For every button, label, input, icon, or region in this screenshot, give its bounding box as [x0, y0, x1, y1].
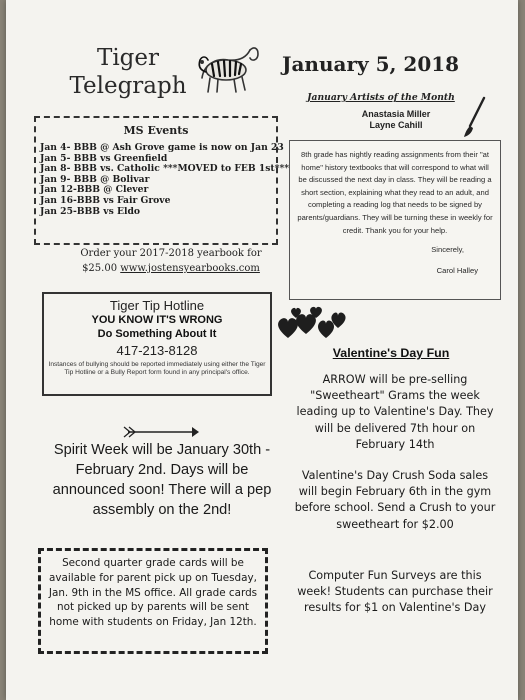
- valentines-paragraph-3: Computer Fun Surveys are this week! Students can purchase their results for $1 on Valentine's Day: [297, 569, 493, 615]
- title-line-1: Tiger: [96, 45, 160, 71]
- event-item: Jan 5- BBB vs Greenfield: [40, 152, 168, 164]
- hearts-icon: [276, 304, 350, 344]
- event-item: Jan 25-BBB vs Eldo: [40, 205, 141, 217]
- hotline-title: Tiger Tip Hotline: [109, 298, 205, 313]
- artist-name: Layne Cahill: [369, 120, 423, 130]
- artists-heading: January Artists of the Month: [307, 92, 455, 103]
- grade-cards-text: Second quarter grade cards will be available for parent pick up on Tuesday, Jan. 9th in the MS office. All grade cards not picked up by parents will be sent home with students on Friday, Jan 12th.: [48, 557, 258, 629]
- event-item: Jan 16-BBB vs Fair Grove: [40, 194, 171, 206]
- yearbook-link[interactable]: www.jostensyearbooks.com: [120, 263, 260, 274]
- arrow-icon: [122, 424, 200, 440]
- newsletter-page: [6, 0, 518, 700]
- hotline-slogan-2: Do Something About It: [97, 328, 217, 340]
- grade-cards-box: [38, 548, 268, 654]
- hotline-note: Instances of bullying should be reported immediately using either the Tiger Tip Hotline or a Bully Report form found in any principal's office.: [48, 361, 266, 377]
- reading-note-box: [289, 140, 501, 300]
- issue-date: January 5, 2018: [282, 52, 460, 76]
- hotline-phone: 417-213-8128: [116, 343, 198, 358]
- hotline-box: [42, 292, 272, 396]
- ms-events-heading: MS Events: [123, 124, 189, 137]
- artist-name: Anastasia Miller: [361, 109, 431, 119]
- tiger-icon: [196, 40, 264, 100]
- reading-note-signature: Carol Halley: [436, 266, 478, 276]
- valentines-heading: Valentine's Day Fun: [332, 346, 450, 360]
- artists-names: [336, 109, 456, 131]
- event-item: Jan 9- BBB @ Bolivar: [40, 173, 150, 185]
- title-line-2: Telegraph: [69, 73, 187, 99]
- ms-events-list: [40, 142, 290, 217]
- valentines-paragraph-1: ARROW will be pre-selling "Sweetheart" Grams the week leading up to Valentine's Day. They will be delivered 7th hour on February 14th: [296, 373, 494, 451]
- event-item: Jan 4- BBB @ Ash Grove game is now on Jan 23: [40, 142, 284, 153]
- event-item: Jan 12-BBB @ Clever: [40, 184, 149, 196]
- yearbook-line: Order your 2017-2018 yearbook for: [80, 248, 262, 259]
- yearbook-price-line: [66, 261, 276, 276]
- yearbook-notice: [66, 246, 276, 276]
- event-item: Jan 8- BBB vs. Catholic ***MOVED to FEB 1st***: [40, 163, 290, 175]
- newsletter-title: [58, 44, 198, 100]
- hotline-slogan-1: YOU KNOW IT'S WRONG: [91, 314, 223, 326]
- spirit-week-notice: Spirit Week will be January 30th - February 2nd. Days will be announced soon! There will a pep assembly on the 2nd!: [52, 442, 272, 518]
- valentines-paragraph-2: Valentine's Day Crush Soda sales will begin February 6th in the gym before school. Send a Crush to your sweetheart for $2.00: [294, 469, 496, 531]
- ms-events-box: [34, 116, 290, 245]
- reading-note-closing: Sincerely,: [431, 245, 464, 255]
- yearbook-price: $25.00: [82, 263, 118, 274]
- paintbrush-icon: [462, 96, 488, 138]
- reading-note-body: 8th grade has nightly reading assignments from their "at home" history textbooks that will correspond to what will be discussed the next day in class. They will be reading a short section, explaining what they read to an adult, and completing a reading log that needs to be signed by parents/guardians. They will be turning these in weekly for credit. Thank you for your help.: [297, 150, 493, 235]
